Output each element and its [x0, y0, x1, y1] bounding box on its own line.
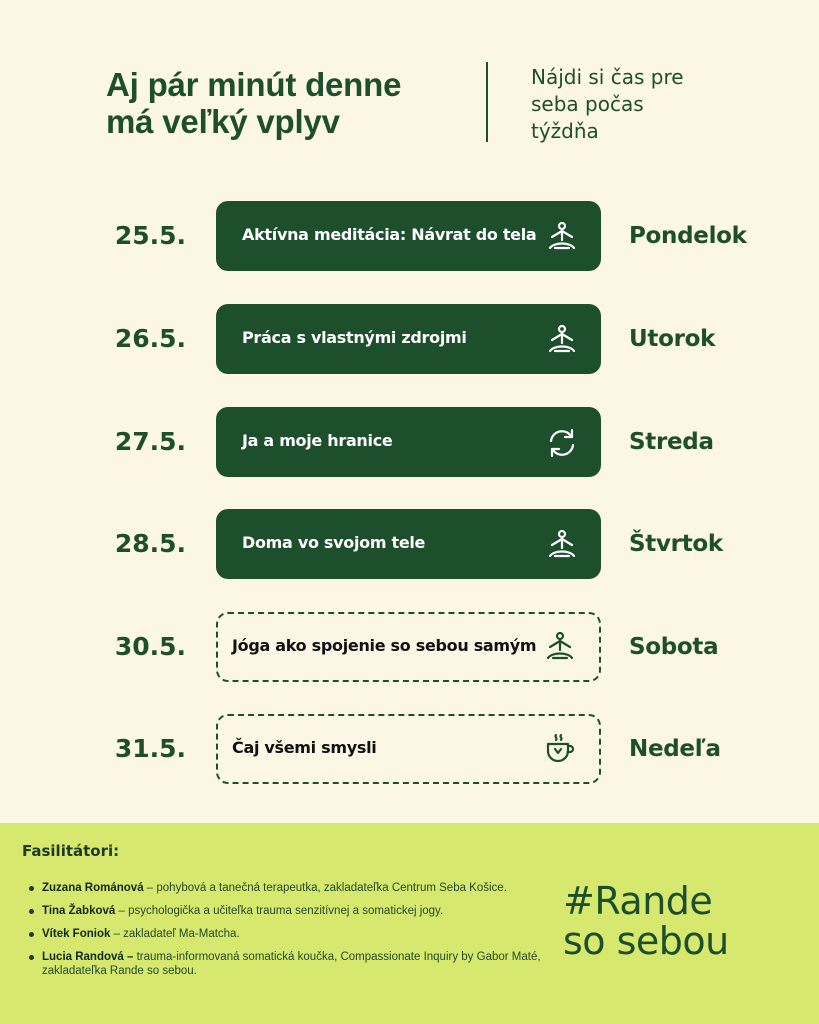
facilitator-name: Lucia Randová – — [42, 951, 134, 963]
facilitator-description: trauma-informovaná somatická koučka, Compassionate Inquiry by Gabor Maté, zakladateľka Rande so sebou. — [42, 951, 541, 977]
session-card[interactable] — [216, 201, 601, 271]
hashtag-line-1: #Rande — [563, 879, 713, 923]
list-item — [28, 927, 548, 941]
subheadline-line-1: Nájdi si čas pre — [531, 65, 684, 89]
headline-line-1: Aj pár minút denne — [106, 66, 402, 103]
session-card[interactable] — [216, 304, 601, 374]
facilitator-name: Tina Žabková — [42, 905, 116, 917]
session-title: Práca s vlastnými zdrojmi — [242, 328, 467, 347]
facilitators-title: Fasilitátori: — [22, 842, 120, 860]
session-title: Doma vo svojom tele — [242, 533, 426, 552]
vertical-divider — [486, 62, 488, 142]
schedule-row — [0, 509, 819, 579]
session-card[interactable] — [216, 407, 601, 477]
session-day: Nedeľa — [629, 736, 721, 762]
schedule-row — [0, 714, 819, 784]
session-card[interactable] — [216, 509, 601, 579]
facilitators-footer — [0, 823, 819, 1024]
session-date: 31.5. — [114, 734, 186, 763]
session-date: 28.5. — [114, 529, 186, 558]
session-date: 26.5. — [114, 324, 186, 353]
session-date: 25.5. — [114, 221, 186, 250]
session-day: Streda — [629, 429, 714, 455]
subheadline-line-2: seba počas — [531, 92, 644, 116]
meditation-icon — [545, 323, 579, 357]
hashtag-logo — [563, 881, 729, 961]
session-date: 30.5. — [114, 632, 186, 661]
session-day: Sobota — [629, 634, 719, 660]
session-day: Utorok — [629, 326, 716, 352]
meditation-icon — [543, 630, 577, 664]
headline — [106, 66, 401, 140]
session-card[interactable] — [216, 714, 601, 784]
list-item — [28, 904, 548, 918]
refresh-icon — [545, 426, 579, 460]
schedule-row — [0, 612, 819, 682]
list-item — [28, 950, 548, 978]
headline-line-2: má veľký vplyv — [106, 103, 340, 140]
schedule-row — [0, 201, 819, 271]
session-day: Pondelok — [629, 223, 747, 249]
subheadline — [531, 64, 684, 145]
session-title: Čaj všemi smysli — [232, 738, 377, 757]
session-date: 27.5. — [114, 427, 186, 456]
facilitator-description: – psychologička a učiteľka trauma senzitívnej a somatickej jogy. — [115, 905, 444, 917]
list-item — [28, 881, 548, 895]
facilitator-description: – pohybová a tanečná terapeutka, zakladateľka Centrum Seba Košice. — [143, 882, 507, 894]
facilitator-description: – zakladateľ Ma-Matcha. — [110, 928, 240, 940]
meditation-icon — [545, 220, 579, 254]
schedule-row — [0, 304, 819, 374]
session-card[interactable] — [216, 612, 601, 682]
meditation-icon — [545, 528, 579, 562]
session-title: Jóga ako spojenie so sebou samým — [232, 636, 537, 655]
hashtag-line-2: so sebou — [563, 919, 729, 963]
facilitator-name: Zuzana Románová — [42, 882, 144, 894]
tea-cup-icon — [543, 732, 577, 766]
facilitators-list — [28, 881, 548, 987]
schedule-row — [0, 407, 819, 477]
session-day: Štvrtok — [629, 531, 723, 557]
session-title: Aktívna meditácia: Návrat do tela — [242, 225, 537, 244]
facilitator-name: Vítek Foniok — [42, 928, 111, 940]
session-title: Ja a moje hranice — [242, 431, 393, 450]
subheadline-line-3: týždňa — [531, 119, 599, 143]
